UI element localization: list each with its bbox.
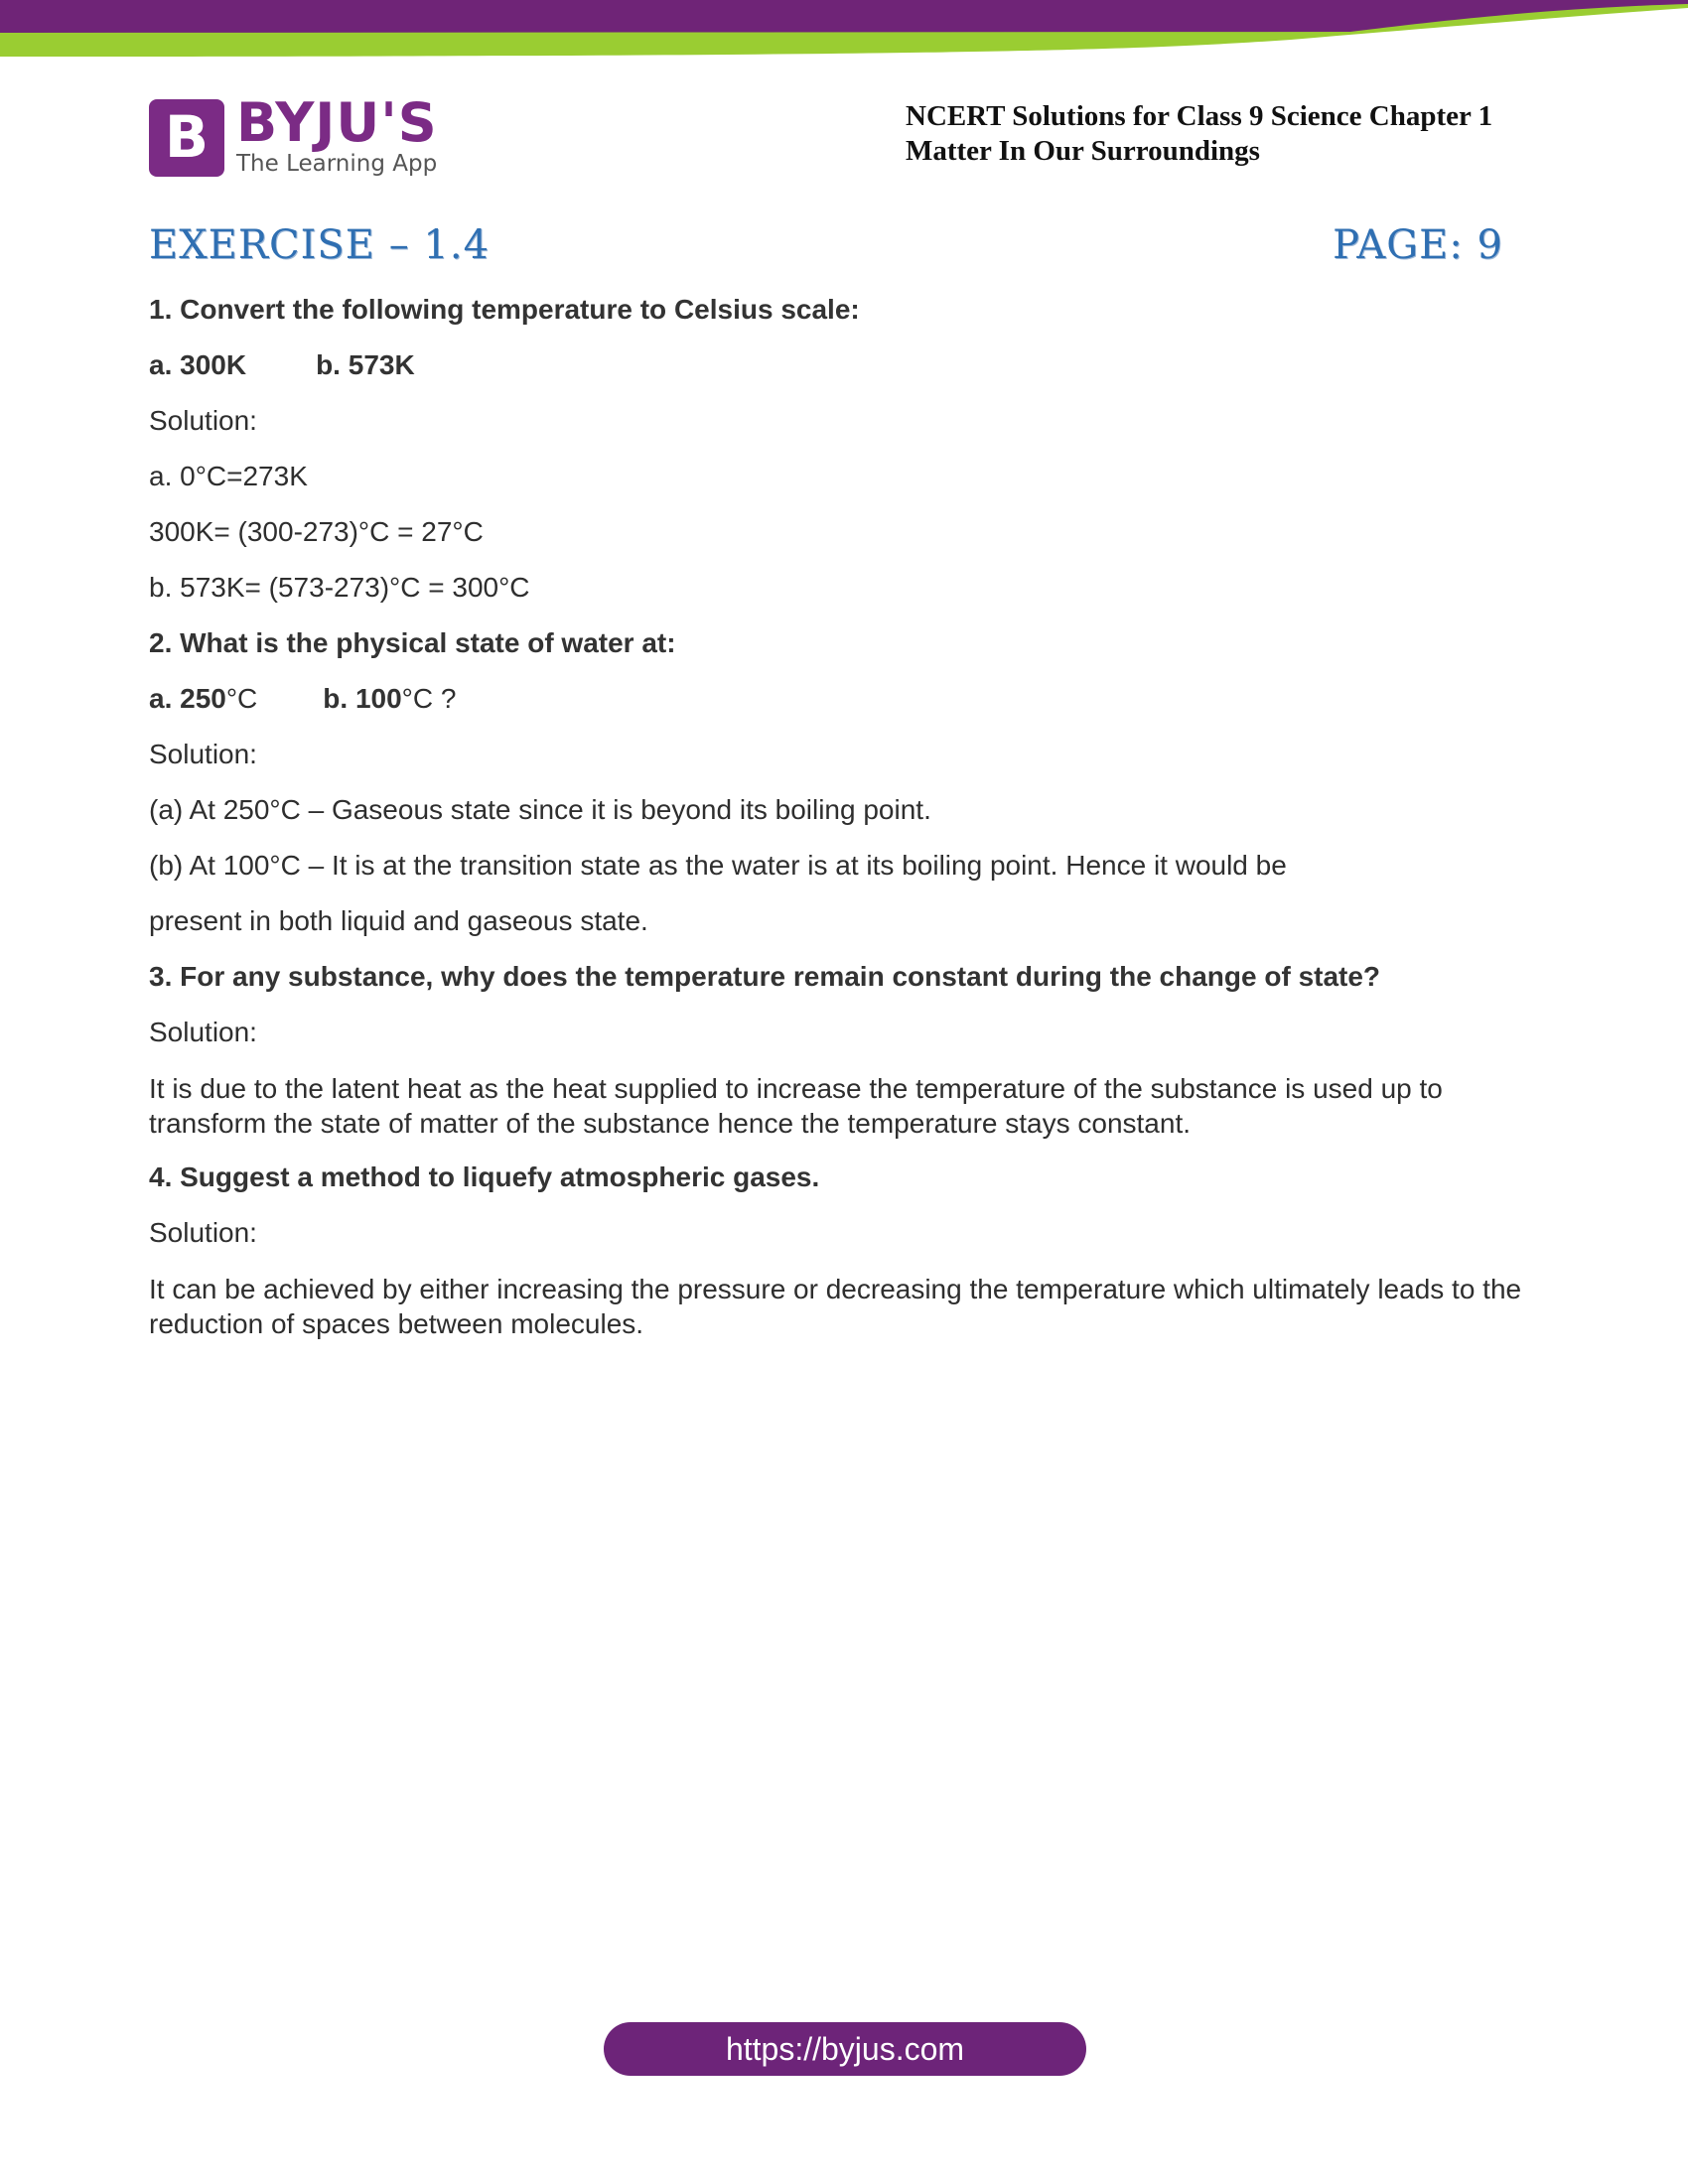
q3-solution-label: Solution:	[149, 1017, 257, 1047]
question-2: 2. What is the physical state of water at:	[149, 627, 676, 658]
question-1-parts	[149, 347, 415, 383]
header-title-line-2: Matter In Our Surroundings	[906, 135, 1260, 167]
question-4: 4. Suggest a method to liquefy atmospheric gases.	[149, 1161, 820, 1192]
q1-solution-line-3: b. 573K= (573-273)°C = 300°C	[149, 572, 530, 603]
q2-answer-b-line-1: (b) At 100°C – It is at the transition state as the water is at its boiling point. Hence it would be	[149, 850, 1287, 881]
q2-part-a: a. 250	[149, 683, 226, 714]
header-color-band	[0, 0, 1688, 60]
q2-part-b-unit: °C ?	[401, 683, 457, 714]
q2-part-b: b. 100	[323, 683, 402, 714]
logo-letter: B	[164, 103, 210, 171]
q2-answer-a: (a) At 250°C – Gaseous state since it is beyond its boiling point.	[149, 794, 931, 825]
q4-solution-label: Solution:	[149, 1217, 257, 1248]
page-number-label: PAGE: 9	[1333, 222, 1503, 268]
logo-wordmark: BYJU'S	[236, 91, 438, 154]
q1-solution-line-2: 300K= (300-273)°C = 27°C	[149, 516, 484, 547]
logo-tagline: The Learning App	[236, 151, 438, 177]
q3-answer: It is due to the latent heat as the heat supplied to increase the temperature of the substance is used up to transform the state of matter of the substance hence the temperature stays constant.	[149, 1073, 1443, 1139]
q1-solution-label: Solution:	[149, 405, 257, 436]
q1-solution-line-1: a. 0°C=273K	[149, 461, 308, 491]
q2-answer-b-line-2: present in both liquid and gaseous state.	[149, 905, 648, 936]
logo-mark	[149, 99, 224, 177]
question-3: 3. For any substance, why does the temperature remain constant during the change of state?	[149, 961, 1381, 992]
q1-part-b: b. 573K	[316, 349, 415, 380]
exercise-title: EXERCISE – 1.4	[149, 222, 491, 268]
website-link[interactable]: https://byjus.com	[604, 2022, 1086, 2076]
q2-part-a-unit: °C	[225, 683, 258, 714]
q4-answer: It can be achieved by either increasing the pressure or decreasing the temperature which ultimately leads to the reduction of spaces between molecules.	[149, 1274, 1522, 1339]
question-1: 1. Convert the following temperature to Celsius scale:	[149, 294, 860, 325]
q2-solution-label: Solution:	[149, 739, 257, 769]
byjus-logo	[149, 91, 447, 181]
question-2-parts	[149, 681, 456, 717]
header-title-line-1: NCERT Solutions for Class 9 Science Chapter 1	[906, 100, 1493, 132]
q1-part-a: a. 300K	[149, 349, 247, 380]
document-header-title	[906, 99, 1581, 169]
